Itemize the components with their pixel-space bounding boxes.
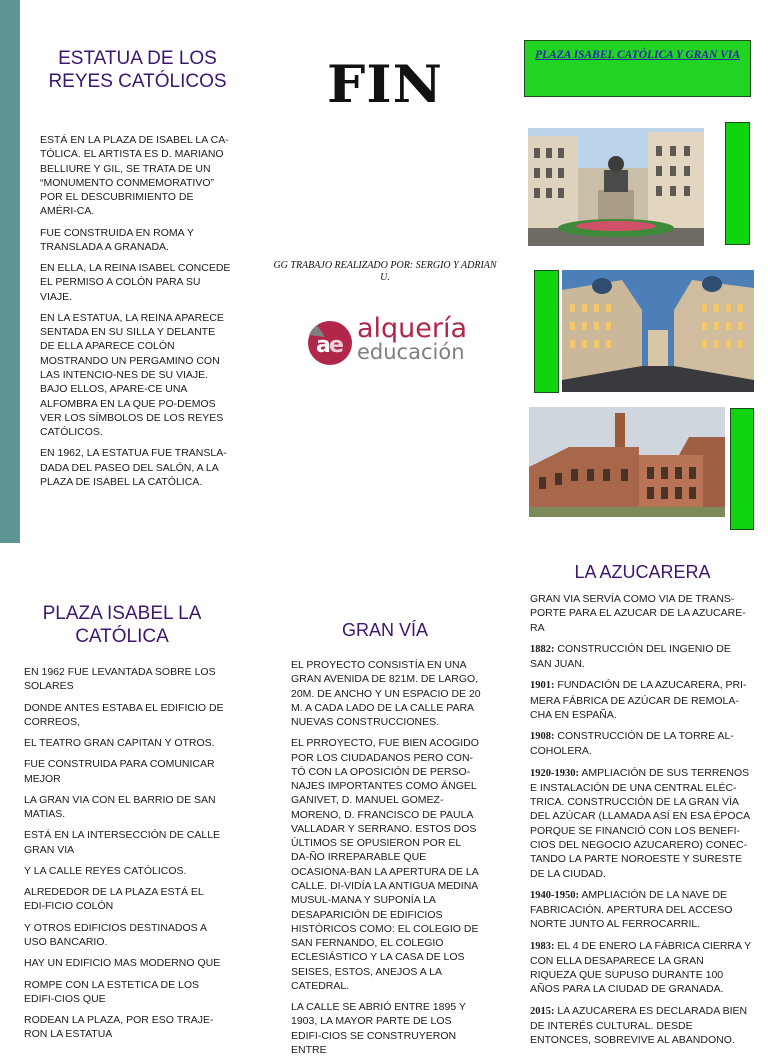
event-year: 1940-1950: [530, 889, 579, 901]
event-text: LA AZUCARERA ES DECLARADA BIEN DE INTERÉS CULTURAL. DESDE ENTONCES, SOBREVIVE AL ABANDONO. [530, 1004, 748, 1047]
plaza-paragraph: HAY UN EDIFICIO MAS MODERNO QUE [24, 957, 221, 970]
estatua-title: ESTATUA DE LOS REYES CATÓLICOS [48, 48, 227, 92]
gran-via-paragraph: EL PROYECTO CONSISTÍA EN UNA GRAN AVENIDA DE 821M. DE LARGO, 20M. DE ANCHO Y UN ESPACIO DE 20 M. A CADA LADO DE LA CALLE PARA NUEVAS CONSTRUCCIONES. [291, 659, 481, 729]
gran-via-photo-illustration [562, 270, 754, 392]
svg-text:e: e [329, 333, 344, 358]
logo-line-2: educación [357, 340, 465, 364]
estatua-paragraph: EN 1962, LA ESTATUA FUE TRANSLA-DADA DEL PASEO DEL SALÓN, A LA PLAZA DE ISABEL LA CATÓLICA. [40, 447, 227, 488]
azucarera-photo-illustration [529, 407, 725, 517]
event-text: AMPLIACIÓN DE LA NAVE DE FABRICACIÓN. APERTURA DEL ACCESO NORTE JUNTO AL FERROCARRIL. [530, 888, 733, 931]
plaza-paragraph: EN 1962 FUE LEVANTADA SOBRE LOS SOLARES [24, 666, 216, 693]
estatua-text [40, 133, 232, 496]
plaza-paragraph: RODEAN LA PLAZA, POR ESO TRAJE-RON LA ESTATUA [24, 1014, 214, 1041]
azucarera-event [530, 939, 752, 997]
estatua-paragraph: FUE CONSTRUIDA EN ROMA Y TRANSLADA A GRANADA. [40, 226, 194, 253]
plaza-isabel-text [24, 665, 224, 1049]
plaza-paragraph: FUE CONSTRUIDA PARA COMUNICAR MEJOR [24, 758, 215, 785]
plaza-isabel-title: PLAZA ISABEL LA CATÓLICA [42, 603, 202, 647]
alqueria-ae-mark-icon [303, 317, 353, 369]
azucarera-factory-photo [529, 407, 725, 517]
azucarera-title: LA AZUCARERA [574, 562, 711, 582]
alqueria-logo [303, 315, 473, 371]
plaza-paragraph: ROMPE CON LA ESTETICA DE LOS EDIFI-CIOS QUE [24, 978, 200, 1005]
credits-text: GG TRABAJO REALIZADO POR: SERGIO Y ADRIAN U. [273, 260, 497, 283]
event-year: 1882: [530, 643, 555, 655]
azucarera-intro: GRAN VIA SERVÍA COMO VIA DE TRANS-PORTE PARA EL AZUCAR DE LA AZUCARE-RA [530, 593, 746, 634]
event-text: CONSTRUCCIÓN DEL INGENIO DE SAN JUAN. [530, 642, 731, 671]
green-accent-bar [730, 408, 754, 530]
event-year: 2015: [530, 1005, 555, 1017]
banner-box [524, 40, 751, 97]
fin-title: FIN [327, 53, 443, 115]
azucarera-event [530, 1004, 752, 1048]
event-text: EL 4 DE ENERO LA FÁBRICA CIERRA Y CON ELLA DESAPARECE LA GRAN RIQUEZA QUE SUPUSO DURANTE 100 AÑOS PARA LA CIUDAD DE GRANADA. [530, 939, 751, 996]
green-accent-bar [725, 122, 750, 245]
gran-via-title: GRAN VÍA [341, 620, 429, 640]
logo-line-1: alquería [357, 313, 468, 344]
plaza-photo-illustration [528, 128, 704, 246]
azucarera-event [530, 729, 752, 759]
event-year: 1920-1930: [530, 767, 579, 779]
gran-via-paragraph: LA CALLE SE ABRIÓ ENTRE 1895 Y 1903, LA MAYOR PARTE DE LOS EDIFI-CIOS SE CONSTRUYERON ENTRE [291, 1001, 466, 1056]
gran-via-buildings-photo [562, 270, 754, 392]
estatua-paragraph: EN ELLA, LA REINA ISABEL CONCEDE EL PERMISO A COLÓN PARA SU VIAJE. [40, 262, 231, 303]
azucarera-event [530, 642, 752, 672]
plaza-paragraph: Y LA CALLE REYES CATÓLICOS. [24, 864, 187, 877]
teal-side-bar [0, 0, 20, 543]
event-text: CONSTRUCCIÓN DE LA TORRE AL-COHOLERA. [530, 730, 734, 758]
alqueria-logo-text [357, 315, 467, 363]
event-year: 1908: [530, 731, 555, 743]
green-accent-bar [534, 270, 559, 393]
gran-via-text [291, 658, 481, 1064]
azucarera-text [530, 592, 752, 1054]
plaza-paragraph: EL TEATRO GRAN CAPITAN Y OTROS. [24, 737, 215, 750]
azucarera-event [530, 888, 752, 932]
azucarera-event [530, 678, 752, 722]
plaza-paragraph: ALREDEDOR DE LA PLAZA ESTÁ EL EDI-FICIO COLÓN [24, 886, 204, 913]
plaza-paragraph: Y OTROS EDIFICIOS DESTINADOS A USO BANCARIO. [24, 921, 207, 948]
azucarera-event [530, 766, 752, 881]
event-text: AMPLIACIÓN DE SUS TERRENOS E INSTALACIÓN DE UNA CENTRAL ELÉC-TRICA. CONSTRUCCIÓN DE LA GRAN VÍA DEL AZÚCAR (LLAMADA ASÍ EN ESA ÉPOCA PORQUE SE FINANCIÓ CON LOS BENEFI-CIOS DEL NEGOCIO AZUCARERO) CONEC-TANDO LA PARTE NOROESTE Y SURESTE DE LA CIUDAD. [530, 766, 750, 880]
event-year: 1983: [530, 940, 555, 952]
plaza-isabel-statue-photo [528, 128, 704, 246]
banner-title: PLAZA ISABEL CATÓLICA Y GRAN VIA [534, 49, 741, 61]
gran-via-paragraph: EL PRROYECTO, FUE BIEN ACOGIDO POR LOS CIUDADANOS PERO CON-TÓ CON LA OPOSICIÓN DE PERSO-NAJES IMPORTANTES COMO ÁNGEL GANIVET, D. MANUEL GOMEZ-MORENO, D. FRANCISCO DE PAULA VALLADAR Y SERRANO. ESTOS DOS ÚLTIMOS SE OPUSIERON POR EL DA-ÑO IRREPARABLE QUE OCASIONA-BAN LA APERTURA DE LA CALLE. DI-VIDÍA LA ANTIGUA MEDINA MUSUL-MANA Y SUPONÍA LA DESAPARICIÓN DE EDIFICIOS HISTÓRICOS COMO: EL COLEGIO DE SAN FERNANDO, EL COLEGIO ECLESIÁSTICO Y LA CASA DE LOS SEISES, ESTOS, ANEJOS A LA CATEDRAL. [291, 737, 479, 992]
plaza-paragraph: DONDE ANTES ESTABA EL EDIFICIO DE CORREOS, [24, 701, 224, 728]
plaza-paragraph: ESTÁ EN LA INTERSECCIÓN DE CALLE GRAN VIA [24, 829, 221, 856]
plaza-paragraph: LA GRAN VIA CON EL BARRIO DE SAN MATIAS. [24, 793, 216, 821]
event-year: 1901: [530, 680, 555, 692]
event-text: FUNDACIÓN DE LA AZUCARERA, PRI-MERA FÁBRICA DE AZÚCAR DE REMOLA-CHA EN ESPAÑA. [530, 679, 747, 721]
estatua-paragraph: EN LA ESTATUA, LA REINA APARECE SENTADA EN SU SILLA Y DELANTE DE ELLA APARECE COLÓN MOSTRANDO UN PERGAMINO CON LAS INTENCIO-NES DE SU VIAJE. BAJO ELLOS, APARE-CE UNA ALFOMBRA EN LA QUE PO-DEMOS VER LOS SÍMBOLOS DE LOS REYES CATÓLICOS. [40, 311, 224, 439]
estatua-paragraph: ESTÁ EN LA PLAZA DE ISABEL LA CA-TÓLICA. EL ARTISTA ES D. MARIANO BELLIURE Y GIL, SE TRATA DE UN “MONUMENTO CONMEMORATIVO” POR EL DESCUBRIMIENTO DE AMÉRI-CA. [40, 134, 229, 218]
svg-text:a: a [316, 333, 331, 358]
